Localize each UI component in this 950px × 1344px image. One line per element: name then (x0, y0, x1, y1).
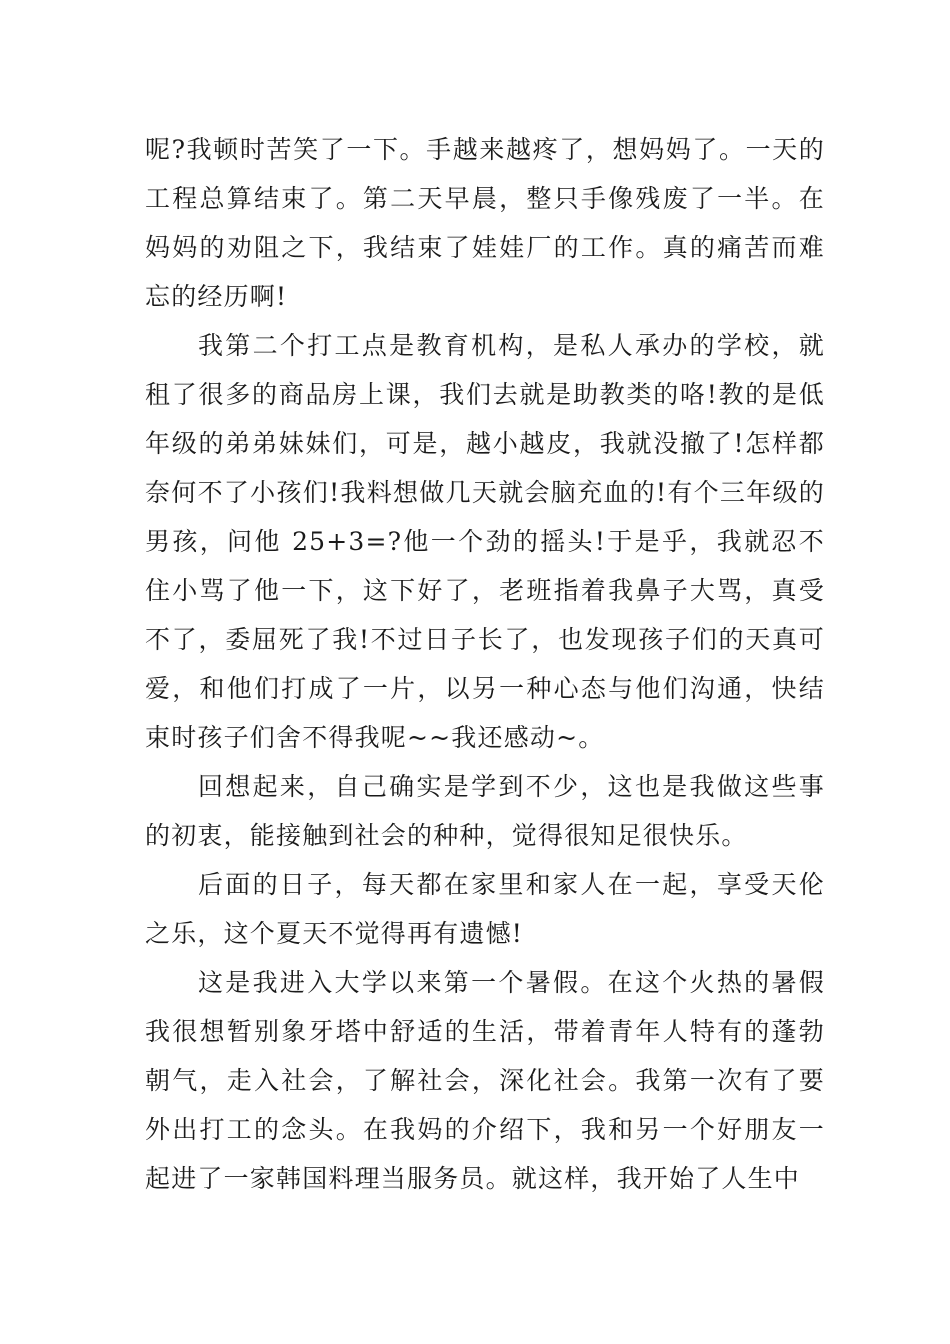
paragraph-1: 呢?我顿时苦笑了一下。手越来越疼了，想妈妈了。一天的工程总算结束了。第二天早晨，整只手像残废了一半。在妈妈的劝阻之下，我结束了娃娃厂的工作。真的痛苦而难忘的经历啊! (145, 135, 825, 311)
paragraph-3: 回想起来，自己确实是学到不少，这也是我做这些事的初衷，能接触到社会的种种，觉得很知足很快乐。 (145, 772, 825, 850)
document-body (145, 125, 825, 1203)
paragraph-2: 我第二个打工点是教育机构，是私人承办的学校，就租了很多的商品房上课，我们去就是助教类的咯!教的是低年级的弟弟妹妹们，可是，越小越皮，我就没撤了!怎样都奈何不了小孩们!我料想做几天就会脑充血的!有个三年级的男孩，问他 25+3=?他一个劲的摇头!于是乎，我就忍不住小骂了他一下，这下好了，老班指着我鼻子大骂，真受不了，委屈死了我!不过日子长了，也发现孩子们的天真可爱，和他们打成了一片，以另一种心态与他们沟通，快结束时孩子们舍不得我呢~~我还感动~。 (145, 331, 825, 752)
paragraph-5: 这是我进入大学以来第一个暑假。在这个火热的暑假我很想暂别象牙塔中舒适的生活，带着青年人特有的蓬勃朝气，走入社会，了解社会，深化社会。我第一次有了要外出打工的念头。在我妈的介绍下，我和另一个好朋友一起进了一家韩国料理当服务员。就这样，我开始了人生中 (145, 968, 825, 1193)
paragraph-4: 后面的日子，每天都在家里和家人在一起，享受天伦之乐，这个夏天不觉得再有遗憾! (145, 870, 825, 948)
